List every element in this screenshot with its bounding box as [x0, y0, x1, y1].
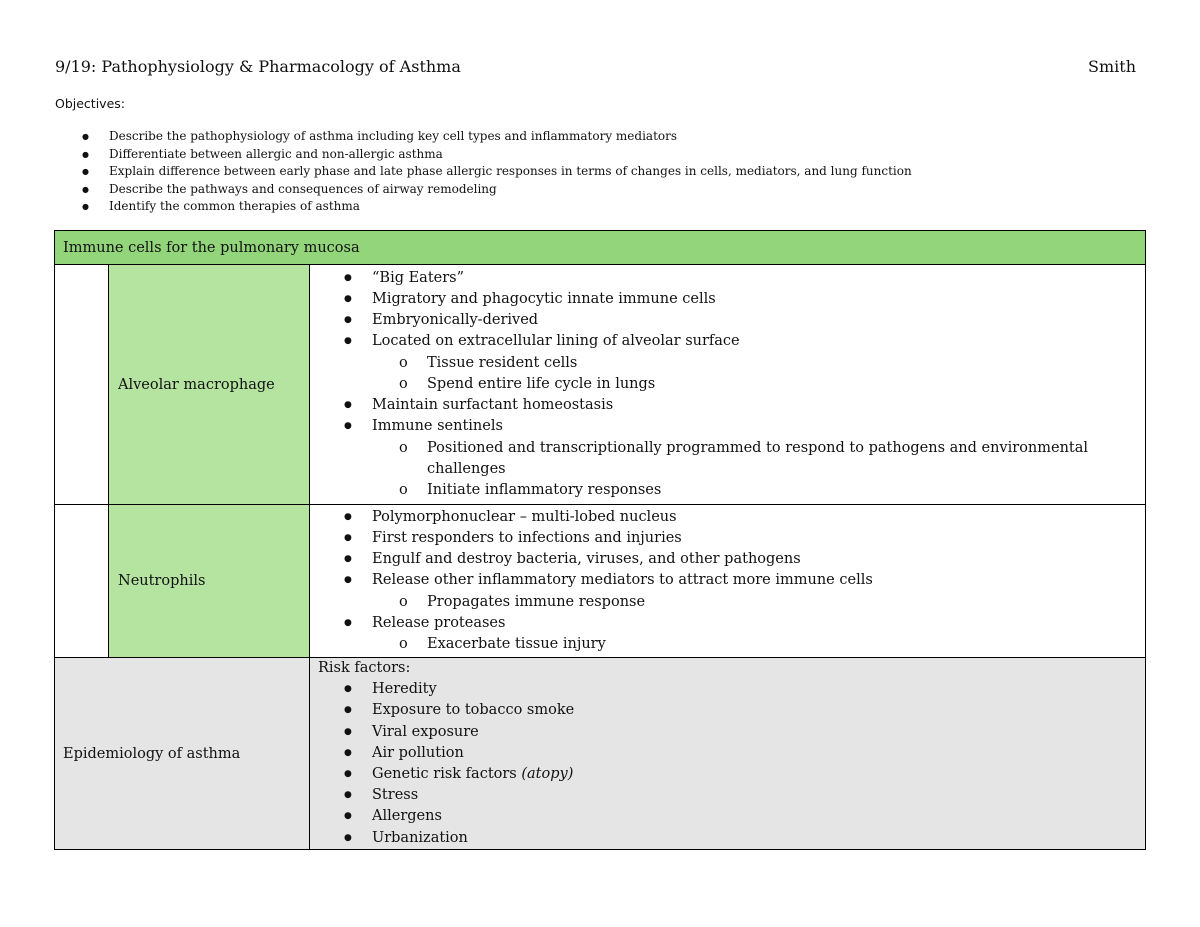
list-item: ● Heredity — [310, 679, 1145, 700]
list-item: ● Maintain surfactant homeostasis — [310, 395, 1145, 416]
objectives-heading: Objectives: — [55, 96, 125, 111]
section-header: Immune cells for the pulmonary mucosa — [55, 231, 1146, 265]
objective-item: ● Describe the pathophysiology of asthma including key cell types and inflammatory mediators — [55, 128, 912, 146]
list-item: ● Polymorphonuclear – multi-lobed nucleus — [310, 507, 1145, 528]
neutrophils-content — [310, 505, 1146, 658]
spacer-cell — [55, 505, 109, 658]
list-item: ● “Big Eaters” — [310, 268, 1145, 289]
epidemiology-content — [310, 658, 1146, 850]
list-item: ● Allergens — [310, 806, 1145, 827]
list-item: ● Release other inflammatory mediators to attract more immune cells — [310, 570, 1145, 591]
list-item — [310, 764, 1145, 785]
list-item: ● First responders to infections and injuries — [310, 528, 1145, 549]
list-item-emphasis: (atopy) — [521, 766, 574, 782]
sub-list-item: o Positioned and transcriptionally programmed to respond to pathogens and environmental challenges — [310, 438, 1145, 480]
list-item: ● Stress — [310, 785, 1145, 806]
list-item: ● Engulf and destroy bacteria, viruses, and other pathogens — [310, 549, 1145, 570]
author-name: Smith — [1088, 57, 1136, 76]
sub-list-item: o Exacerbate tissue injury — [310, 634, 1145, 655]
page-title: 9/19: Pathophysiology & Pharmacology of Asthma — [55, 57, 461, 76]
list-item: ● Exposure to tobacco smoke — [310, 700, 1145, 721]
sub-list-item: o Initiate inflammatory responses — [310, 480, 1145, 501]
alveolar-macrophage-label: Alveolar macrophage — [109, 265, 310, 505]
risk-factors-heading: Risk factors: — [318, 660, 411, 677]
list-item: ● Urbanization — [310, 828, 1145, 849]
risk-factor-list — [310, 679, 1145, 849]
list-item: ● Located on extracellular lining of alveolar surface — [310, 331, 1145, 352]
bullet-list — [310, 268, 1145, 501]
objective-item: ● Identify the common therapies of asthma — [55, 198, 912, 216]
objective-item: ● Explain difference between early phase and late phase allergic responses in terms of changes in cells, mediators, and lung function — [55, 163, 912, 181]
table-header-row — [55, 231, 1146, 265]
table-row — [55, 505, 1146, 658]
spacer-cell — [55, 265, 109, 505]
sub-list-item: o Spend entire life cycle in lungs — [310, 374, 1145, 395]
notes-table — [54, 230, 1146, 850]
table-row — [55, 658, 1146, 850]
sub-list-item: o Propagates immune response — [310, 592, 1145, 613]
list-item-text: Genetic risk factors — [372, 766, 522, 782]
bullet-list — [310, 507, 1145, 655]
list-item: ● Air pollution — [310, 743, 1145, 764]
neutrophils-label: Neutrophils — [109, 505, 310, 658]
list-item: ● Immune sentinels — [310, 416, 1145, 437]
list-item: ● Embryonically-derived — [310, 310, 1145, 331]
objectives-list — [55, 128, 912, 216]
table-row — [55, 265, 1146, 505]
sub-list-item: o Tissue resident cells — [310, 353, 1145, 374]
objective-item: ● Differentiate between allergic and non-allergic asthma — [55, 146, 912, 164]
list-item: ● Migratory and phagocytic innate immune cells — [310, 289, 1145, 310]
epidemiology-label: Epidemiology of asthma — [55, 658, 310, 850]
list-item: ● Release proteases — [310, 613, 1145, 634]
objective-item: ● Describe the pathways and consequences of airway remodeling — [55, 181, 912, 199]
alveolar-macrophage-content — [310, 265, 1146, 505]
list-item: ● Viral exposure — [310, 722, 1145, 743]
